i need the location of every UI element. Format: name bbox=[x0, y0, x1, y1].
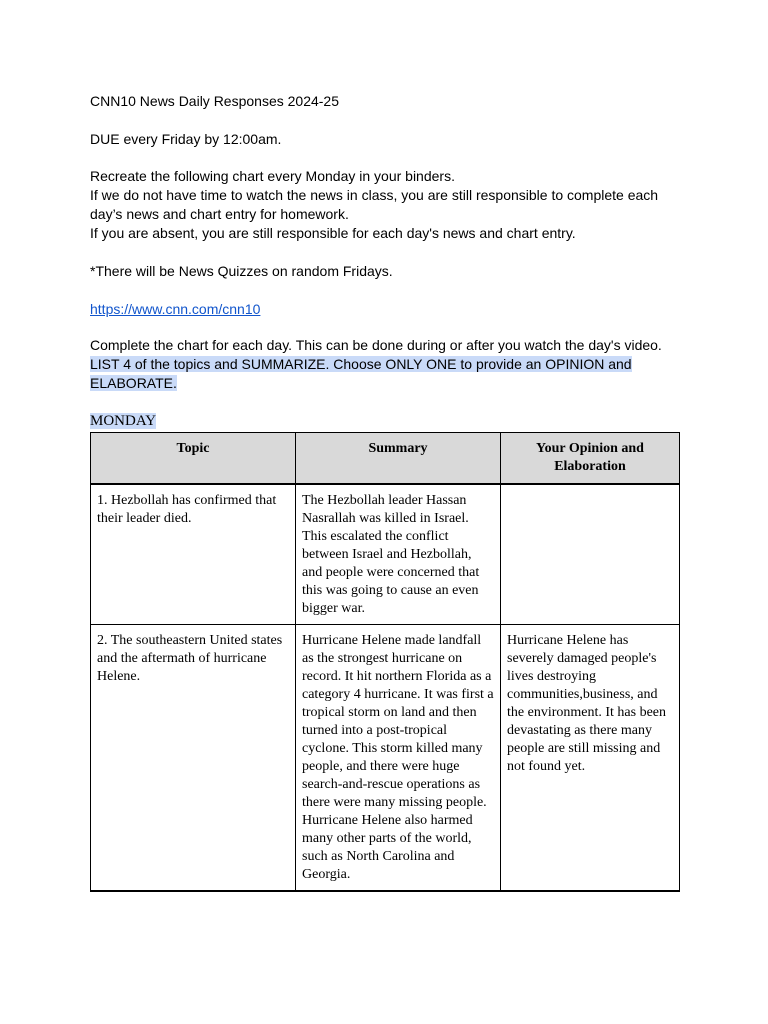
header-summary: Summary bbox=[296, 433, 501, 485]
header-opinion: Your Opinion and Elaboration bbox=[501, 433, 680, 485]
day-label-text: MONDAY bbox=[90, 413, 157, 429]
news-chart-table bbox=[90, 432, 680, 892]
instruction-line-2: If we do not have time to watch the news in class, you are still responsible to complete each bbox=[90, 187, 659, 203]
highlight-line-1-row bbox=[90, 355, 632, 374]
highlight-line-2: ELABORATE. bbox=[90, 375, 177, 391]
document-title: CNN10 News Daily Responses 2024-25 bbox=[90, 93, 340, 109]
topic-cell[interactable]: 1. Hezbollah has confirmed that their leader died. bbox=[91, 484, 296, 625]
summary-cell[interactable]: The Hezbollah leader Hassan Nasrallah was killed in Israel. This escalated the conflict between Israel and Hezbollah, and people were concerned that this was going to cause an even bigger war. bbox=[296, 484, 501, 625]
complete-chart-line: Complete the chart for each day. This can be done during or after you watch the day's video. bbox=[90, 337, 662, 353]
table-row bbox=[91, 484, 680, 625]
cnn10-link-row bbox=[90, 300, 260, 319]
highlight-line-1: LIST 4 of the topics and SUMMARIZE. Choose ONLY ONE to provide an OPINION and bbox=[90, 356, 632, 372]
header-topic: Topic bbox=[91, 433, 296, 485]
quiz-note: *There will be News Quizzes on random Fridays. bbox=[90, 263, 393, 279]
instruction-line-3: day’s news and chart entry for homework. bbox=[90, 206, 349, 222]
instruction-line-1: Recreate the following chart every Monday in your binders. bbox=[90, 168, 455, 184]
cnn10-link[interactable]: https://www.cnn.com/cnn10 bbox=[90, 301, 261, 317]
table-header-row bbox=[91, 433, 680, 485]
due-date-text: DUE every Friday by 12:00am. bbox=[90, 131, 282, 147]
day-label bbox=[90, 411, 156, 431]
table-row bbox=[91, 625, 680, 892]
summary-cell[interactable]: Hurricane Helene made landfall as the strongest hurricane on record. It hit northern Florida as a category 4 hurricane. It was first a tropical storm on land and then turned into a post-tropical cyclone. This storm killed many people, and there were huge search-and-rescue operations as there were many missing people. Hurricane Helene also harmed many other parts of the world, such as North Carolina and Georgia. bbox=[296, 625, 501, 892]
instruction-line-4: If you are absent, you are still responsible for each day's news and chart entry. bbox=[90, 225, 576, 241]
opinion-cell[interactable]: Hurricane Helene has severely damaged people's lives destroying communities,business, and the environment. It has been devastating as there many people are still missing and not found yet. bbox=[501, 625, 680, 892]
topic-cell[interactable]: 2. The southeastern United states and the aftermath of hurricane Helene. bbox=[91, 625, 296, 892]
opinion-cell[interactable] bbox=[501, 484, 680, 625]
highlight-line-2-row bbox=[90, 374, 177, 393]
